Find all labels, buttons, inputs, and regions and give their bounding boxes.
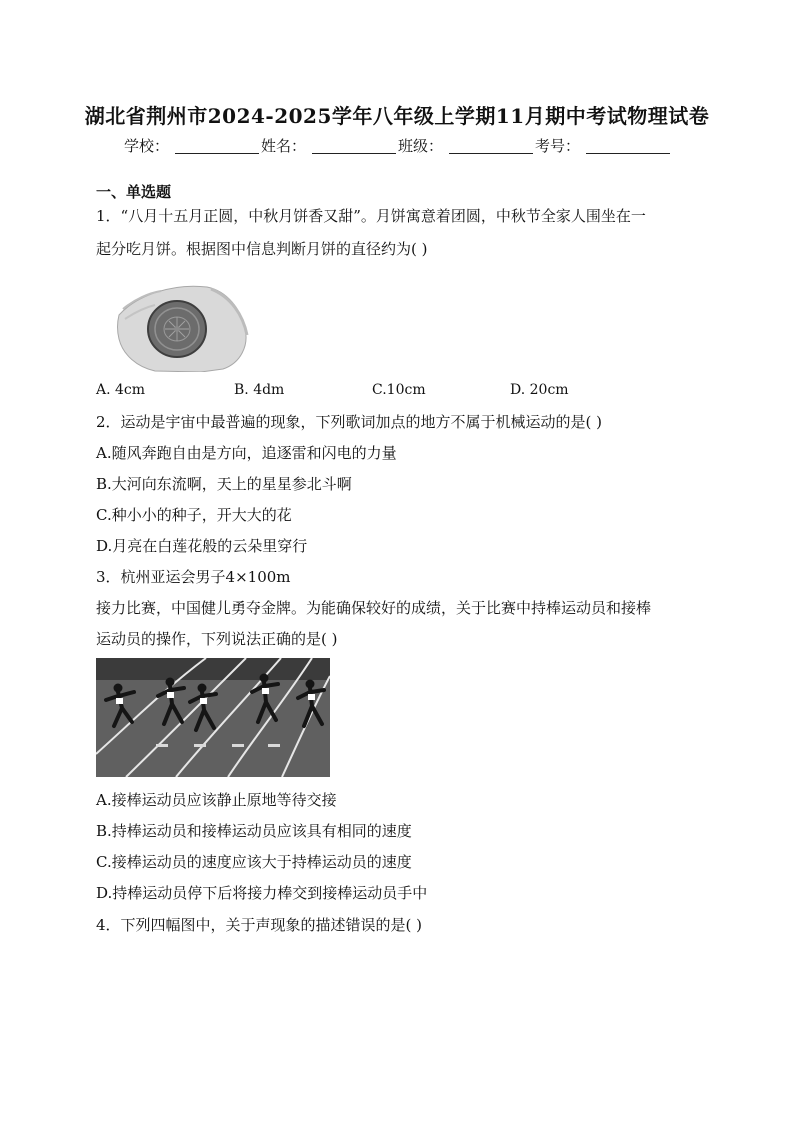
exam-number-label: 考号：	[535, 137, 581, 155]
section-heading: 一、单选题	[96, 183, 172, 201]
q1-option-d[interactable]: D. 20cm	[510, 382, 569, 398]
q3-option-c[interactable]: C.接棒运动员的速度应该大于持棒运动员的速度	[96, 853, 412, 871]
q2-option-b[interactable]: B.大河向东流啊，天上的星星参北斗啊	[96, 475, 352, 493]
exam-title: 湖北省荆州市2024-2025学年八年级上学期11月期中考试物理试卷	[84, 104, 710, 128]
q2-stem: 2．运动是宇宙中最普遍的现象，下列歌词加点的地方不属于机械运动的是( )	[96, 413, 603, 431]
name-label: 姓名：	[261, 137, 307, 155]
name-blank[interactable]	[312, 139, 396, 154]
q2-option-a[interactable]: A.随风奔跑自由是方向，追逐雷和闪电的力量	[96, 444, 397, 462]
q1-options	[96, 382, 736, 402]
q1-stem-line1: 1．“八月十五月正圆，中秋月饼香又甜”。月饼寓意着团圆，中秋节全家人围坐在一	[96, 207, 646, 225]
q3-stem-line1: 3．杭州亚运会男子4×100m	[96, 568, 291, 586]
q3-option-a[interactable]: A.接棒运动员应该静止原地等待交接	[96, 791, 337, 809]
q1-option-a[interactable]: A. 4cm	[96, 382, 146, 398]
q1-option-c[interactable]: C.10cm	[372, 382, 426, 398]
class-label: 班级：	[398, 137, 444, 155]
q2-option-d[interactable]: D.月亮在白莲花般的云朵里穿行	[96, 537, 308, 555]
school-label: 学校：	[124, 137, 170, 155]
mooncake-hand-image	[115, 279, 252, 372]
class-blank[interactable]	[449, 139, 533, 154]
q3-option-d[interactable]: D.持棒运动员停下后将接力棒交到接棒运动员手中	[96, 884, 428, 902]
school-blank[interactable]	[175, 139, 259, 154]
student-info-row	[124, 135, 672, 156]
q1-stem-line2: 起分吃月饼。根据图中信息判断月饼的直径约为( )	[96, 240, 428, 258]
q2-option-c[interactable]: C.种小小的种子，开大大的花	[96, 506, 292, 524]
q4-stem: 4．下列四幅图中，关于声现象的描述错误的是( )	[96, 916, 423, 934]
q3-stem-line2: 接力比赛，中国健儿勇夺金牌。为能确保较好的成绩，关于比赛中持棒运动员和接棒	[96, 599, 652, 617]
exam-number-blank[interactable]	[586, 139, 670, 154]
q3-option-b[interactable]: B.持棒运动员和接棒运动员应该具有相同的速度	[96, 822, 412, 840]
q3-stem-line3: 运动员的操作，下列说法正确的是( )	[96, 630, 338, 648]
relay-race-image	[96, 658, 330, 777]
q1-option-b[interactable]: B. 4dm	[234, 382, 285, 398]
